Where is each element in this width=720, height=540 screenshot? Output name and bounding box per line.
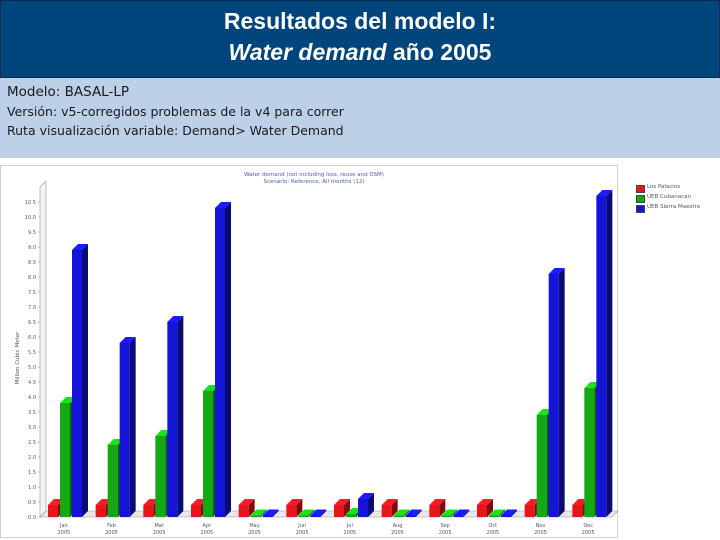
bar: [584, 388, 594, 517]
slide-title-line2: [1, 39, 719, 66]
x-tick-label: Jul: [346, 523, 353, 529]
bar-side: [225, 202, 231, 517]
bar: [48, 505, 58, 517]
y-tick-label: 10.0: [24, 215, 36, 221]
model-label: Modelo: BASAL-LP: [7, 84, 130, 100]
y-tick-label: 9.5: [28, 230, 36, 236]
y-tick-label: 3.5: [28, 410, 36, 416]
bar: [406, 516, 416, 518]
legend-item: [636, 204, 714, 213]
y-tick-label: 8.0: [28, 275, 36, 281]
bar-side: [606, 190, 612, 517]
legend-label: UEB Sierra Maestra: [647, 204, 701, 210]
bar-side: [130, 337, 136, 517]
x-tick-label: Nov: [535, 523, 546, 529]
x-tick-label: Apr: [202, 523, 212, 529]
bar: [596, 196, 606, 517]
chart-subtitle: Scenario: Reference, All months (12): [263, 179, 365, 185]
bar: [358, 499, 368, 517]
bar: [501, 516, 511, 518]
legend-swatch: [636, 185, 645, 193]
bar: [537, 415, 547, 517]
y-tick-label: 2.0: [28, 455, 36, 461]
x-tick-label: Aug: [392, 523, 403, 529]
x-tick-year: 2005: [391, 530, 404, 536]
slide-title-rest: año 2005: [386, 39, 492, 65]
bar: [298, 516, 308, 518]
x-tick-label: Mar: [154, 523, 164, 529]
legend-swatch: [636, 205, 645, 213]
x-tick-label: Jun: [298, 523, 307, 529]
legend-item: [636, 184, 714, 193]
info-box: [0, 78, 720, 158]
bar: [143, 505, 153, 517]
bar: [108, 445, 118, 517]
x-tick-label: Dec: [583, 523, 594, 529]
x-tick-year: 2005: [581, 530, 595, 536]
bar: [72, 250, 82, 517]
slide-title-italic: Water demand: [228, 39, 387, 65]
x-tick-year: 2005: [152, 530, 166, 536]
chart-frame: [1, 166, 618, 538]
y-tick-label: 9.0: [28, 245, 36, 251]
bar: [60, 403, 70, 517]
bar: [477, 505, 487, 517]
bar: [394, 516, 404, 518]
x-tick-year: 2005: [57, 530, 71, 536]
y-axis-wall: [40, 181, 46, 517]
bar: [489, 516, 499, 518]
bar: [525, 505, 535, 517]
x-tick-label: Jan: [59, 523, 68, 529]
x-tick-label: May: [249, 523, 260, 529]
x-tick-year: 2005: [105, 530, 118, 536]
bar: [382, 505, 392, 517]
x-tick-label: Oct: [488, 523, 498, 529]
water-demand-chart: [0, 165, 630, 540]
x-tick-label: Feb: [107, 523, 116, 529]
y-tick-label: 7.5: [28, 290, 36, 296]
bar: [120, 343, 130, 517]
bar-side: [82, 244, 88, 517]
chart-title: Water demand (not including loss, reuse and DSM): [244, 172, 384, 178]
bar: [96, 505, 106, 517]
y-tick-label: 3.0: [28, 425, 36, 431]
title-bar: [0, 0, 720, 78]
bar: [334, 505, 344, 517]
y-tick-label: 6.5: [28, 320, 36, 326]
legend-item: [636, 194, 714, 203]
y-axis-label: Million Cubic Meter: [15, 331, 21, 385]
y-tick-label: 8.5: [28, 260, 36, 266]
x-tick-year: 2005: [200, 530, 214, 536]
y-tick-label: 5.0: [28, 365, 36, 371]
bar-side: [559, 268, 565, 517]
bar: [203, 391, 213, 517]
y-tick-label: 0.0: [28, 515, 36, 521]
x-tick-year: 2005: [248, 530, 261, 536]
y-tick-label: 0.5: [28, 500, 36, 506]
y-tick-label: 1.0: [28, 485, 36, 491]
x-tick-year: 2005: [486, 530, 500, 536]
chart-legend: [636, 184, 714, 214]
x-tick-year: 2005: [295, 530, 309, 536]
y-tick-label: 4.0: [28, 395, 36, 401]
bar: [263, 516, 273, 518]
bar: [441, 516, 451, 518]
y-tick-label: 6.0: [28, 335, 36, 341]
bar: [286, 505, 296, 517]
bar: [346, 514, 356, 517]
bar: [155, 436, 165, 517]
x-tick-year: 2005: [438, 530, 452, 536]
x-tick-year: 2005: [343, 530, 357, 536]
slide-title-line1: Resultados del modelo I:: [223, 8, 497, 34]
x-tick-year: 2005: [534, 530, 547, 536]
bar: [239, 505, 249, 517]
bar: [215, 208, 225, 517]
x-tick-label: Sep: [440, 523, 450, 529]
y-tick-label: 5.5: [28, 350, 36, 356]
y-tick-label: 1.5: [28, 470, 36, 476]
version-label: Versión: v5-corregidos problemas de la v4 para correr: [7, 104, 344, 119]
y-tick-label: 2.5: [28, 440, 36, 446]
bar: [572, 505, 582, 517]
bar: [429, 505, 439, 517]
bar: [453, 516, 463, 518]
y-tick-label: 10.5: [24, 200, 36, 206]
bar: [310, 516, 320, 518]
legend-swatch: [636, 195, 645, 203]
y-tick-label: 7.0: [28, 305, 36, 311]
bar: [549, 274, 559, 517]
legend-label: Los Palacios: [647, 184, 681, 190]
legend-label: UEB Cubanacan: [647, 194, 691, 200]
bar: [167, 322, 177, 517]
bar: [191, 505, 201, 517]
route-label: Ruta visualización variable: Demand> Water Demand: [7, 123, 344, 138]
bar: [251, 516, 261, 518]
bar-side: [177, 316, 183, 517]
y-tick-label: 4.5: [28, 380, 36, 386]
